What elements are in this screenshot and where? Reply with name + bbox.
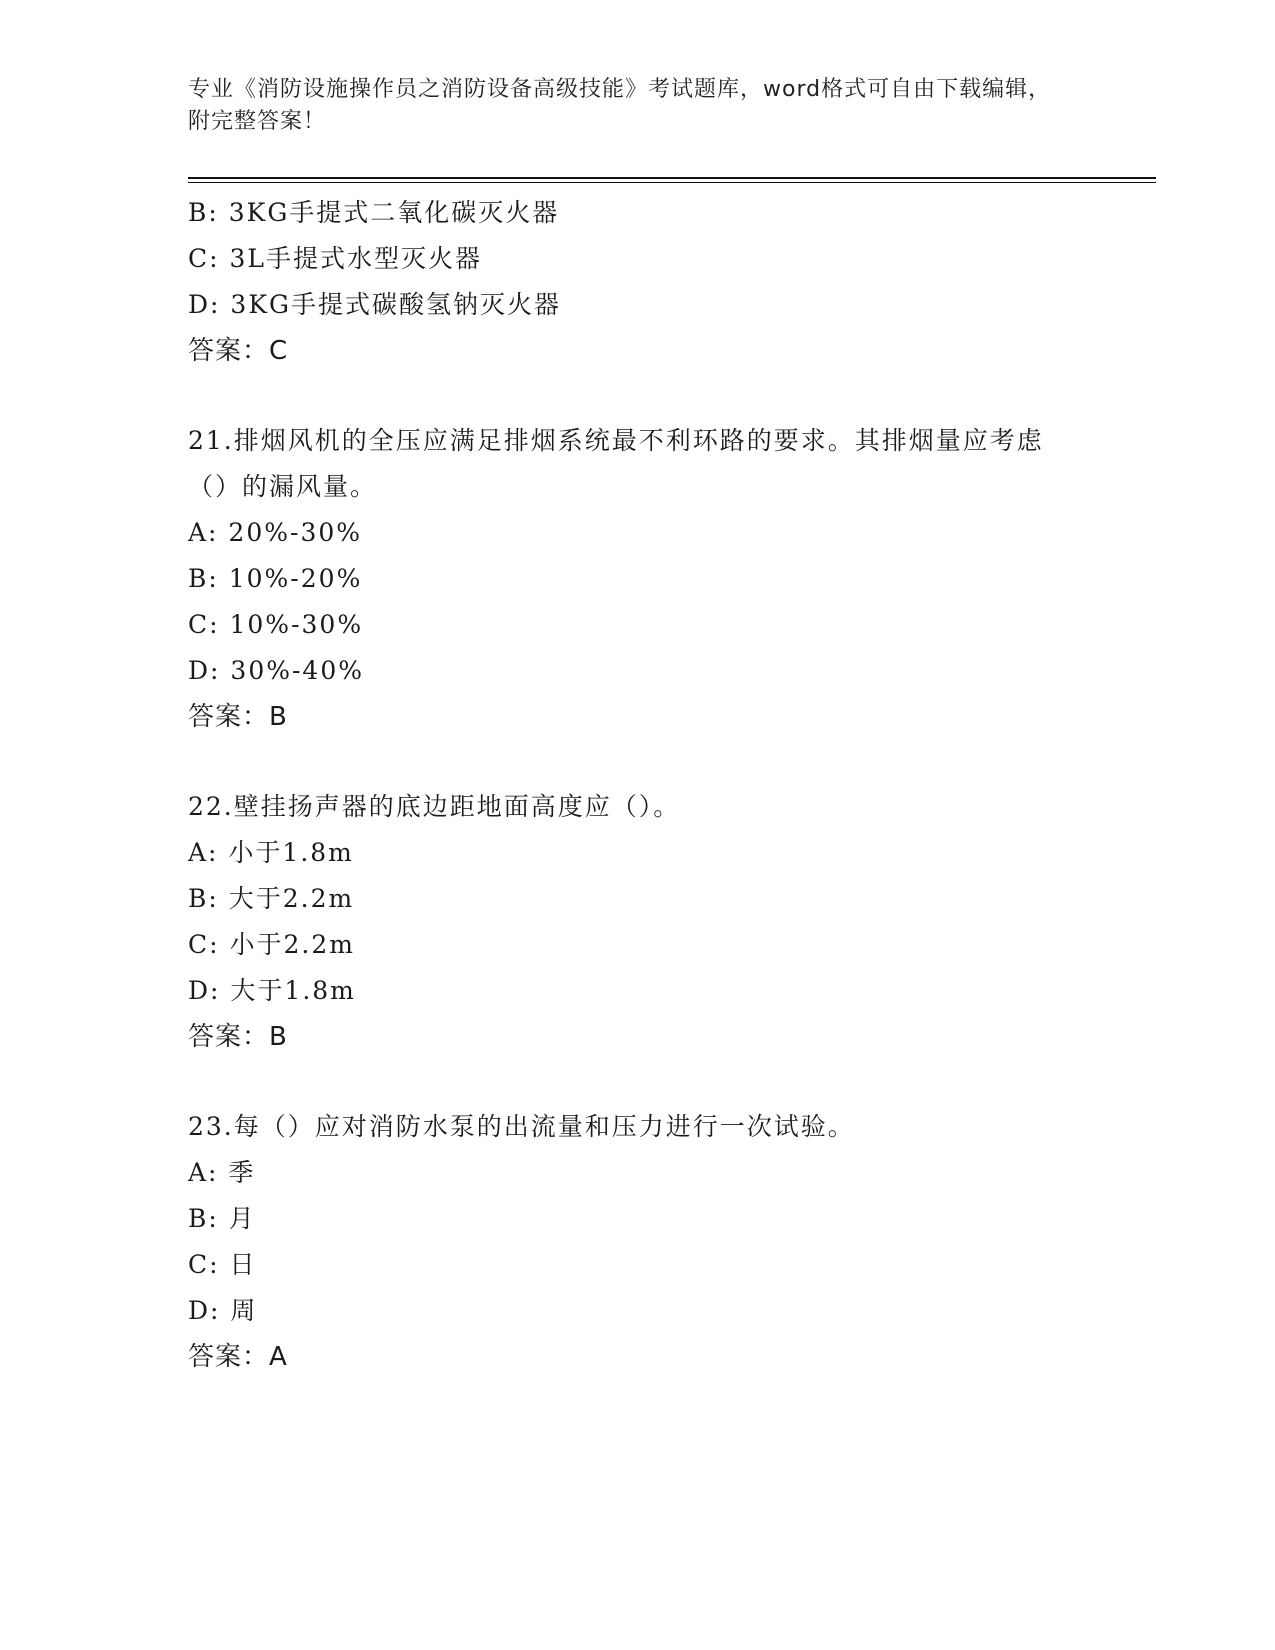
answer: 答案：C [188,336,289,366]
option-d: D: 30%-40% [188,656,364,685]
option-c: C: 日 [188,1250,257,1279]
question-stem: 21.排烟风机的全压应满足排烟系统最不利环路的要求。其排烟量应考虑（）的漏风量。 [188,426,1044,501]
document-header: 专业《消防设施操作员之消防设备高级技能》考试题库，word格式可自由下载编辑，附完整答案！ [188,77,1052,134]
question-21 [188,418,1088,740]
spacer [188,740,1088,784]
option-c: C: 小于2.2m [188,930,355,959]
answer: 答案：B [188,1022,288,1052]
spacer [188,374,1088,418]
option-b: B: 月 [188,1204,256,1233]
option-c: C: 10%-30% [188,610,364,639]
option-d: D: 大于1.8m [188,976,356,1005]
option-b: B: 10%-20% [188,564,363,593]
answer: 答案：B [188,702,288,732]
question-stem: 23.每（）应对消防水泵的出流量和压力进行一次试验。 [188,1112,855,1141]
answer: 答案：A [188,1342,288,1372]
option-b: B: 大于2.2m [188,884,355,913]
question-stem: 22.壁挂扬声器的底边距地面高度应（）。 [188,792,681,821]
option-a: A: 季 [188,1158,256,1187]
option-a: A: 小于1.8m [188,838,354,867]
option-c: C: 3L手提式水型灭火器 [188,244,483,273]
option-b: B: 3KG手提式二氧化碳灭火器 [188,198,560,227]
option-d: D: 周 [188,1296,258,1325]
question-23 [188,1104,1088,1380]
question-list [188,190,1088,1380]
option-d: D: 3KG手提式碳酸氢钠灭火器 [188,290,561,319]
option-a: A: 20%-30% [188,518,363,547]
header-divider-thick [188,177,1156,179]
question-22 [188,784,1088,1060]
continued-question [188,190,1088,374]
spacer [188,1060,1088,1104]
header-divider-thin [188,182,1156,183]
